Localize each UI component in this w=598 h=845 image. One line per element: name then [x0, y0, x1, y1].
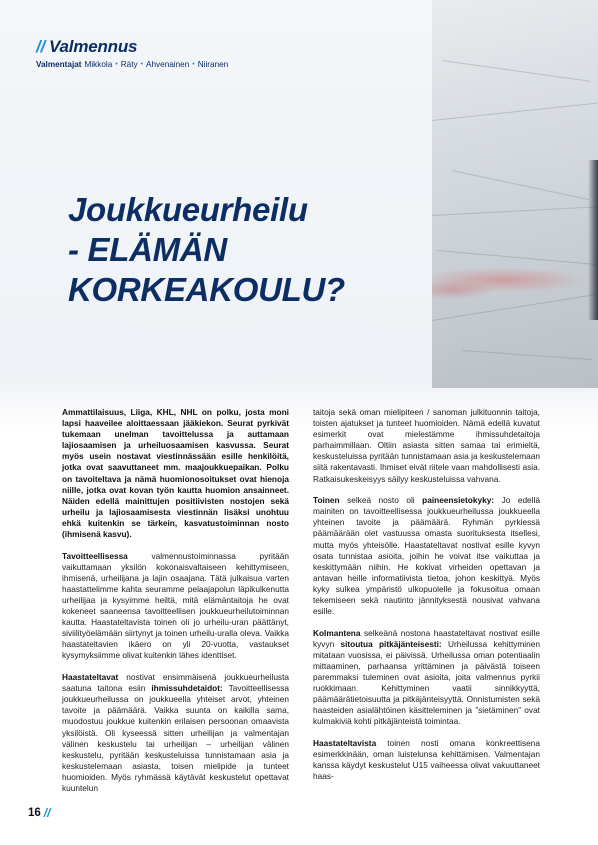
page-number-value: 16	[28, 807, 41, 819]
article-headline	[68, 190, 368, 310]
section-header	[36, 37, 228, 69]
section-title-text: Valmennus	[49, 37, 138, 56]
article-paragraph: Haastateltavat nostivat ensimmäisenä joukkueurheilusta saatuna taitona esiin ihmissuhdetaidot: Tavoitteellisessa joukkueurheilussa on joukkueella yhteiset arvot, yhteinen tavoite ja päämäärä. Vaikka suunta on kaikilla sama, muodostuu joukkue kuitenkin erilaisen persoonan omaavista yksilöistä. Oli kyseessä sitten urheilijan ja valmentajan välinen keskustelu tai urheilijan – urheilijan välinen keskustelu, pyritään keskusteluissa tunnistamaan asia ja keskustelemaan asiasta, toisen mielipide ja tunteet huomioiden. Myös ryhmässä käytävät keskustelut opettavat kuuntelun	[62, 672, 289, 793]
coach-separator: •	[140, 61, 144, 68]
article-paragraph: Tavoitteellisessa valmennustoiminnassa pyritään vaikuttamaan yksilön kokonaisvaltaiseen kehittymiseen, ihmisenä, urheilijana ja lajin osaajana. Tätä julkaisua varten haastattelimme kahta seuramme pelaajapolun läpikulkenutta urheilijaa ja kysyimme heiltä, mitä elämäntaitoja he ovat kokeneet saaneensa tavoitteellisen joukkueurheilutoiminnan kautta. Haastateltavista toinen oli jo urheilu-uran päättänyt, siviilityöelämään siirtynyt ja toinen urheilu-uralla oleva. Vaikka haastateltavien ikäero on yli 20-vuotta, vastaukset kysymyksiimme olivat kuitenkin lähes identtiset.	[62, 550, 289, 661]
coach-separator: •	[192, 61, 195, 68]
article-column-right	[313, 407, 540, 793]
headline-line-1: Joukkueurheilu	[68, 191, 308, 228]
section-title	[36, 37, 228, 57]
page-number-slashes: //	[43, 806, 51, 820]
coach-name: Ahvenainen	[146, 60, 190, 69]
section-slashes: //	[36, 37, 46, 56]
coaches-line	[36, 60, 228, 69]
article-paragraph: Haastateltavista toinen nosti omana konkreettisena esimerkkinään, oman luistelunsa kehittämisen. Valmentajan kanssa käydyt keskustelut U15 vaiheessa olivat vakuuttaneet haas-	[313, 738, 540, 782]
article-paragraph: Toinen selkeä nosto oli paineensietokyky: Jo edellä mainiten on tavoitteellisessa joukkueurheilussa joukkueella yhteinen tavoite ja päämäärä. Ryhmän pyrkiessä päämäärään olet vastuussa omasta suorituksesta itsellesi, mutta myös yhteisölle. Haastateltavat nostivat esille kyvyn osata tunnistaa asioita, joihin he voivat itse vaikuttaa ja keskittymään niihin. He kokivat virheiden opettavan ja antavan heille informatiivista tietoa, johon keskittyä. Myös kyky sulkea ympäristö ulkopuolelle ja fokusoitua omaan tekemiseen sekä nautinto jännityksestä nousivat vahvana esille.	[313, 495, 540, 617]
headline-line-3: KORKEAKOULU?	[68, 271, 345, 308]
page-number	[28, 806, 50, 820]
article-paragraph: Kolmantena selkeänä nostona haastateltavat nostivat esille kyvyn sitoutua pitkäjänteisesti: Urheilussa kehittyminen mitataan vuosissa, ei päivissä. Urheilussa oman potentiaalin mittaaminen, parhaansa yrittäminen ja päivästä toiseen paremmaksi tuleminen ovat asioita, joita valmennus pyrkii ruokkimaan. Kehittyminen vaatii sinnikkyyttä, päämäärätietoisuutta ja pitkäjänteisyyttä. Onnistumisten sekä haasteiden asialähtöinen käsitteleminen ja ”sietäminen” ovat kulmakiviä kohti pitkäjänteistä toimintaa.	[313, 627, 540, 727]
article-intro	[62, 407, 289, 540]
coach-name: Räty	[120, 60, 138, 69]
ice-rink-photo	[432, 0, 598, 388]
article-column-left	[62, 407, 289, 805]
intro-text: Ammattilaisuus, Liiga, KHL, NHL on polku, josta moni lapsi haaveilee aloittaessaan jääkiekon. Seurat pyrkivät tukemaan unelman tavoittelussa ja auttamaan lajiosaamisen ja urheiluosaamisen kasvussa. Seurat myös usein nostavat viestinnässään esille henkilöitä, jotka ovat saavuttaneet mm. maajoukkuepaikan. Polku on tavoiteltava ja nämä huomionosoitukset ovat hienoja niille, jotka ovat kovan työn kautta huomion ansainneet. Näiden edellä mainittujen positiivisten nostojen sekä urheilu ja lajiosaamisesta viestinnän lisäksi unohtuu ehkä kuitenkin se tärkein, kasvatustoiminnan nosto (ihmisenä kasvu).	[62, 407, 289, 540]
article-paragraph: taitoja sekä oman mielipiteen / sanoman julkituonnin taitoja, toisten ajatukset ja tunteet huomioiden. Nämä edellä kuvatut esimerkit ovat mielestämme ihmissuhdetaitoja parhaimmillaan. Oltiin asiasta sitten samaa tai erimieltä, keskusteluissa pyritään tunnistamaan asia ja keskustelemaan siitä rakentavasti. Ihmiset eivät riitele vaan mahdollisesti asia. Ratkaisukeskeisyys säilyy keskusteluissa vahvana.	[313, 407, 540, 484]
coach-name: Niiranen	[197, 60, 229, 69]
coach-separator: •	[115, 61, 118, 68]
coaches-label: Valmentajat	[36, 60, 82, 69]
coach-name: Mikkola	[84, 60, 113, 69]
headline-line-2: - ELÄMÄN	[68, 231, 227, 268]
